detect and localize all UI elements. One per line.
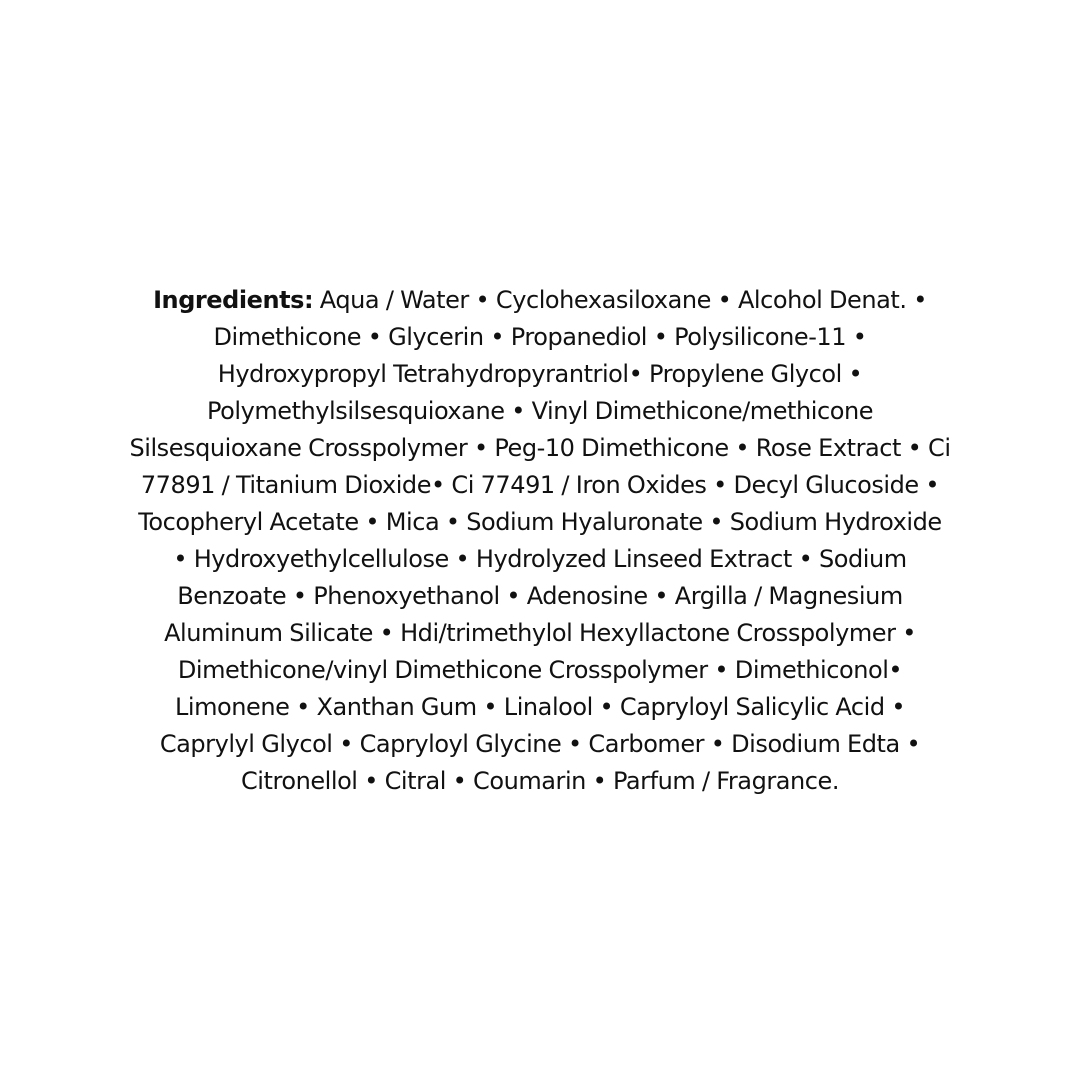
ingredients-line-12: Limonene • Xanthan Gum • Linalool • Capryloyl Salicylic Acid • <box>174 693 906 721</box>
ingredients-line-1 <box>108 282 972 319</box>
ingredients-line-7: Tocopheryl Acetate • Mica • Sodium Hyaluronate • Sodium Hydroxide <box>138 508 942 536</box>
ingredients-line-8: • Hydroxyethylcellulose • Hydrolyzed Linseed Extract • Sodium <box>173 545 907 573</box>
ingredients-line-11: Dimethicone/vinyl Dimethicone Crosspolymer • Dimethiconol• <box>177 656 903 684</box>
ingredients-line-10: Aluminum Silicate • Hdi/trimethylol Hexyllactone Crosspolymer • <box>164 619 916 647</box>
ingredients-line-5: Silsesquioxane Crosspolymer • Peg-10 Dimethicone • Rose Extract • Ci <box>129 434 951 462</box>
ingredients-line-2: Dimethicone • Glycerin • Propanediol • Polysilicone-11 • <box>213 323 867 351</box>
ingredients-list <box>108 282 972 800</box>
ingredients-line-14: Citronellol • Citral • Coumarin • Parfum / Fragrance. <box>240 767 840 795</box>
ingredients-text: Aqua / Water • Cyclohexasiloxane • Alcohol Denat. • <box>313 286 927 314</box>
ingredients-line-13: Caprylyl Glycol • Capryloyl Glycine • Carbomer • Disodium Edta • <box>159 730 921 758</box>
ingredients-line-4: Polymethylsilsesquioxane • Vinyl Dimethicone/methicone <box>206 397 874 425</box>
ingredients-line-9: Benzoate • Phenoxyethanol • Adenosine • Argilla / Magnesium <box>177 582 903 610</box>
ingredients-line-6: 77891 / Titanium Dioxide• Ci 77491 / Iron Oxides • Decyl Glucoside • <box>140 471 940 499</box>
ingredients-label: Ingredients: <box>153 286 314 314</box>
ingredients-line-3: Hydroxypropyl Tetrahydropyrantriol• Propylene Glycol • <box>217 360 863 388</box>
